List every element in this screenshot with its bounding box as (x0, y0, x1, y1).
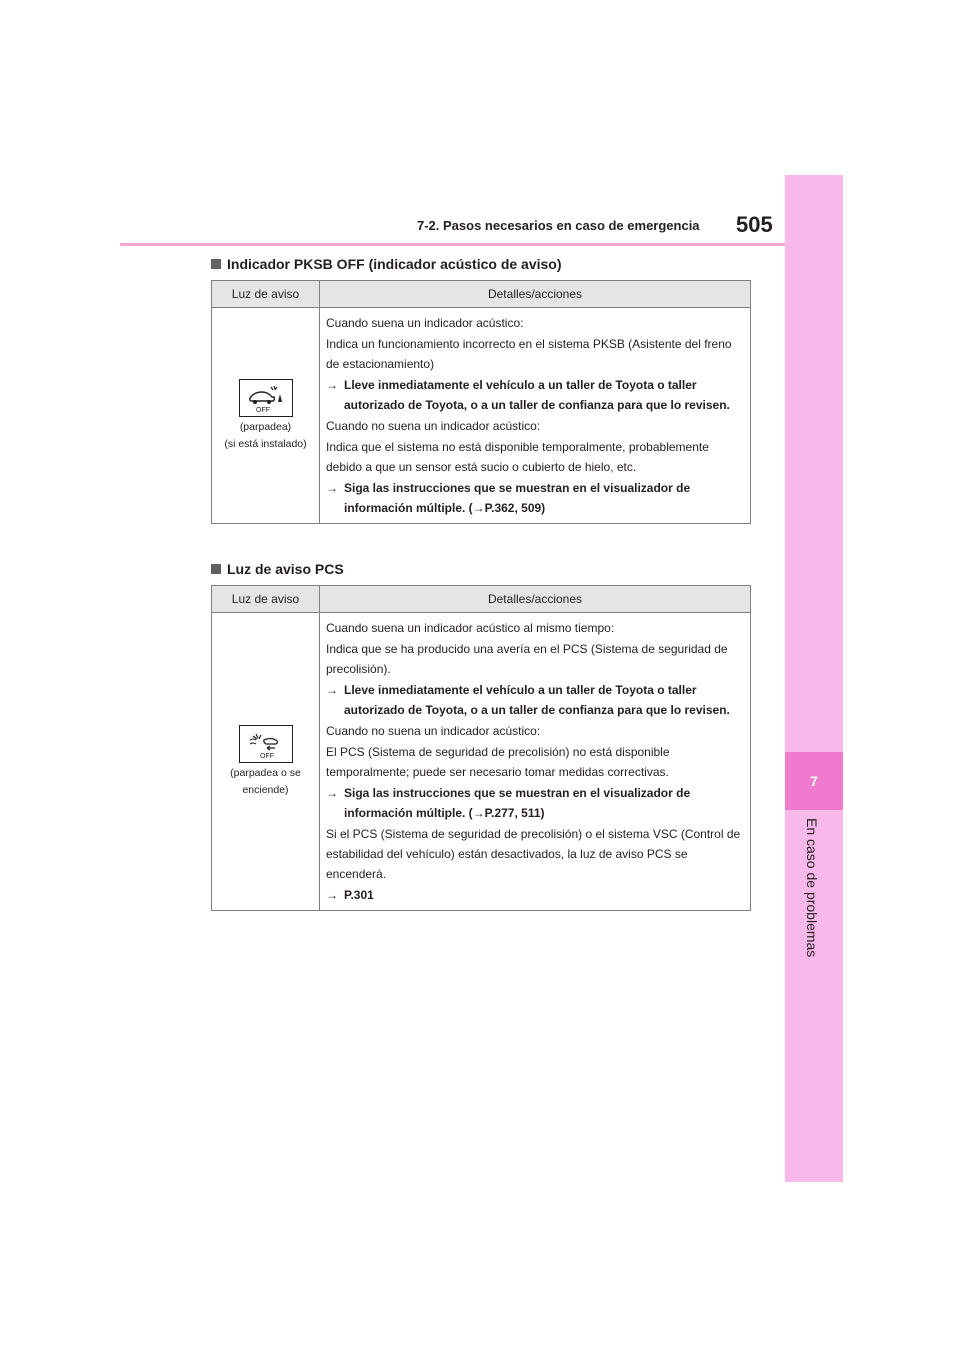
column-header-details: Detalles/acciones (320, 586, 751, 613)
icon-caption: enciende) (242, 783, 289, 796)
arrow-right-icon: → (326, 786, 338, 800)
warning-light-cell (212, 308, 320, 524)
action-text (326, 375, 746, 415)
chapter-number: 7 (785, 752, 843, 810)
icon-caption: (si está instalado) (224, 437, 307, 450)
pksb-off-warning-icon (239, 379, 293, 417)
details-cell (320, 308, 751, 524)
warning-light-cell (212, 613, 320, 911)
pcs-off-warning-icon (239, 725, 293, 763)
action-text (326, 680, 746, 720)
arrow-right-icon: → (326, 481, 338, 495)
section-heading-text: Luz de aviso PCS (227, 561, 344, 577)
off-label: OFF (255, 406, 270, 414)
detail-text: Si el PCS (Sistema de seguridad de precolisión) o el sistema VSC (Control de estabilidad del vehículo) están desactivados, la luz de aviso PCS se encenderá. (326, 827, 741, 881)
column-header-light: Luz de aviso (212, 281, 320, 308)
detail-text: El PCS (Sistema de seguridad de precolisión) no está disponible temporalmente; puede ser necesario tomar medidas correctivas. (326, 745, 670, 779)
action-text-body: Siga las instrucciones que se muestran en el visualizador de información múltiple. (→P.362, 509) (344, 481, 691, 515)
column-header-light: Luz de aviso (212, 586, 320, 613)
detail-text: Cuando suena un indicador acústico al mismo tiempo: (326, 621, 615, 635)
header-rule (120, 243, 785, 246)
table-row (212, 308, 751, 524)
icon-caption: (parpadea o se (230, 766, 301, 779)
side-tab (785, 175, 843, 1182)
page-header-title: 7-2. Pasos necesarios en caso de emergencia (417, 218, 700, 233)
action-text (326, 478, 746, 518)
action-text-body: Siga las instrucciones que se muestran en el visualizador de información múltiple. (→P.277, 511) (344, 786, 691, 820)
section-heading-pcs (211, 561, 344, 577)
page-reference: P.301 (344, 888, 374, 902)
bullet-square-icon (211, 259, 221, 269)
arrow-right-icon: → (326, 683, 338, 697)
arrow-right-icon: → (326, 378, 338, 392)
detail-text: Cuando no suena un indicador acústico: (326, 724, 541, 738)
detail-text: Indica que se ha producido una avería en el PCS (Sistema de seguridad de precolisión). (326, 642, 728, 676)
bullet-square-icon (211, 564, 221, 574)
details-cell (320, 613, 751, 911)
detail-text: Cuando no suena un indicador acústico: (326, 419, 541, 433)
section-heading-pksb (211, 256, 562, 272)
action-text (326, 783, 746, 823)
off-label: OFF (259, 752, 274, 760)
column-header-details: Detalles/acciones (320, 281, 751, 308)
pcs-warning-table (211, 585, 751, 911)
section-heading-text: Indicador PKSB OFF (indicador acústico de aviso) (227, 256, 562, 272)
page-number: 505 (736, 212, 773, 237)
action-text-body: Lleve inmediatamente el vehículo a un taller de Toyota o taller autorizado de Toyota, o a un taller de confianza para que lo revisen. (344, 378, 730, 412)
detail-text: Cuando suena un indicador acústico: (326, 316, 524, 330)
table-header-row (212, 281, 751, 308)
pksb-warning-table (211, 280, 751, 524)
detail-text: Indica un funcionamiento incorrecto en el sistema PKSB (Asistente del freno de estacionamiento) (326, 337, 732, 371)
table-row (212, 613, 751, 911)
arrow-right-icon: → (326, 888, 338, 902)
icon-caption: (parpadea) (239, 420, 292, 433)
action-text (326, 885, 746, 905)
table-header-row (212, 586, 751, 613)
detail-text: Indica que el sistema no está disponible temporalmente, probablemente debido a que un sensor está sucio o cubierto de hielo, etc. (326, 440, 709, 474)
action-text-body: Lleve inmediatamente el vehículo a un taller de Toyota o taller autorizado de Toyota, o a un taller de confianza para que lo revisen. (344, 683, 730, 717)
chapter-title: En caso de problemas (804, 818, 820, 958)
